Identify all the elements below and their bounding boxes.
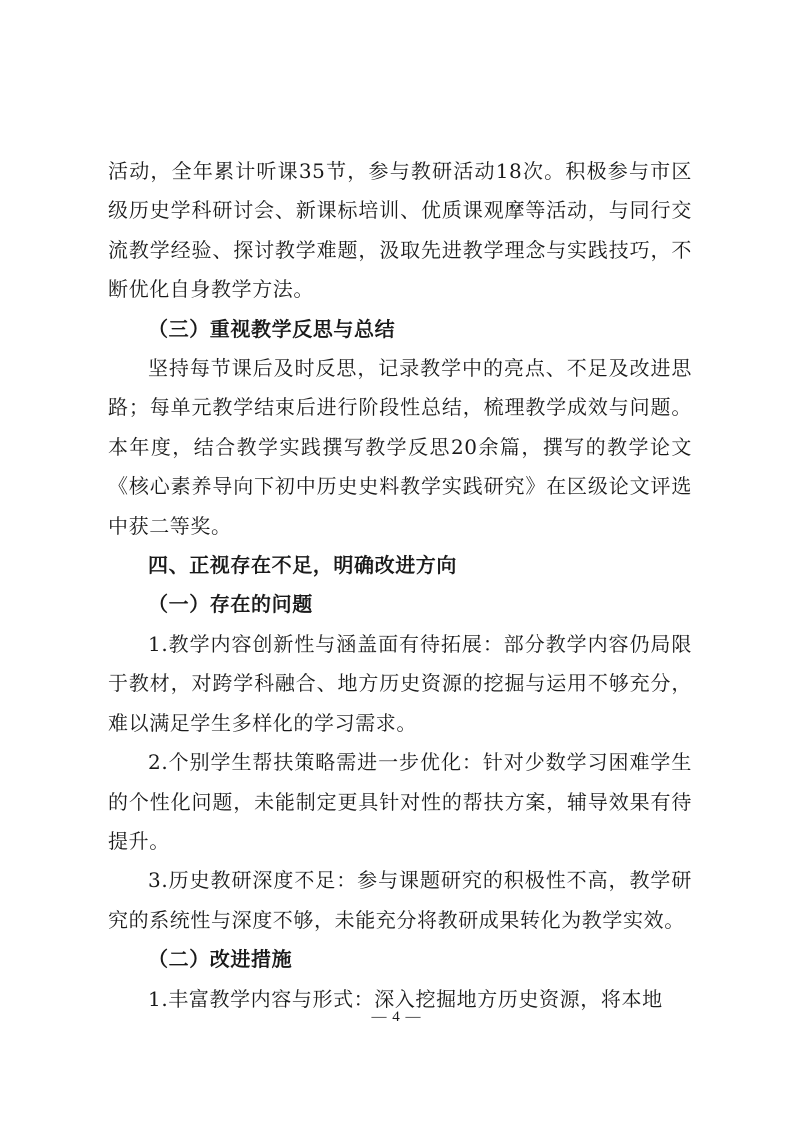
paragraph-problem-3: 3.历史教研深度不足：参与课题研究的积极性不高，教学研究的系统性与深度不够，未能充分将教研成果转化为教学实效。 [108, 868, 692, 932]
subheading-reflection: （三）重视教学反思与总结 [148, 316, 396, 341]
paragraph-problem-2: 2.个别学生帮扶策略需进一步优化：针对少数学习困难学生的个性化问题，未能制定更具针对性的帮扶方案，辅导效果有待提升。 [108, 750, 692, 853]
subheading-problems: （一）存在的问题 [148, 592, 313, 617]
paragraph-improvement-1: 1.丰富教学内容与形式：深入挖掘地方历史资源，将本地 [148, 986, 663, 1011]
paragraph-reflection: 坚持每节课后及时反思，记录教学中的亮点、不足及改进思路；每单元教学结束后进行阶段性总结，梳理教学成效与问题。本年度，结合教学实践撰写教学反思20余篇，撰写的教学论文《核心素养导向下初中历史史料教学实践研究》在区级论文评选中获二等奖。 [108, 356, 692, 538]
page-number: — 4 — [371, 1009, 422, 1025]
paragraph-problem-1: 1.教学内容创新性与涵盖面有待拓展：部分教学内容仍局限于教材，对跨学科融合、地方历史资源的挖掘与运用不够充分，难以满足学生多样化的学习需求。 [108, 631, 692, 735]
subheading-improvements: （二）改进措施 [148, 947, 293, 972]
paragraph-research-activities: 活动，全年累计听课35节，参与教研活动18次。积极参与市区级历史学科研讨会、新课标培训、优质课观摩等活动，与同行交流教学经验、探讨教学难题，汲取先进教学理念与实践技巧，不断优化自身教学方法。 [108, 159, 692, 302]
document-body [108, 152, 692, 1019]
section-heading-shortcomings: 四、正视存在不足，明确改进方向 [148, 553, 457, 578]
